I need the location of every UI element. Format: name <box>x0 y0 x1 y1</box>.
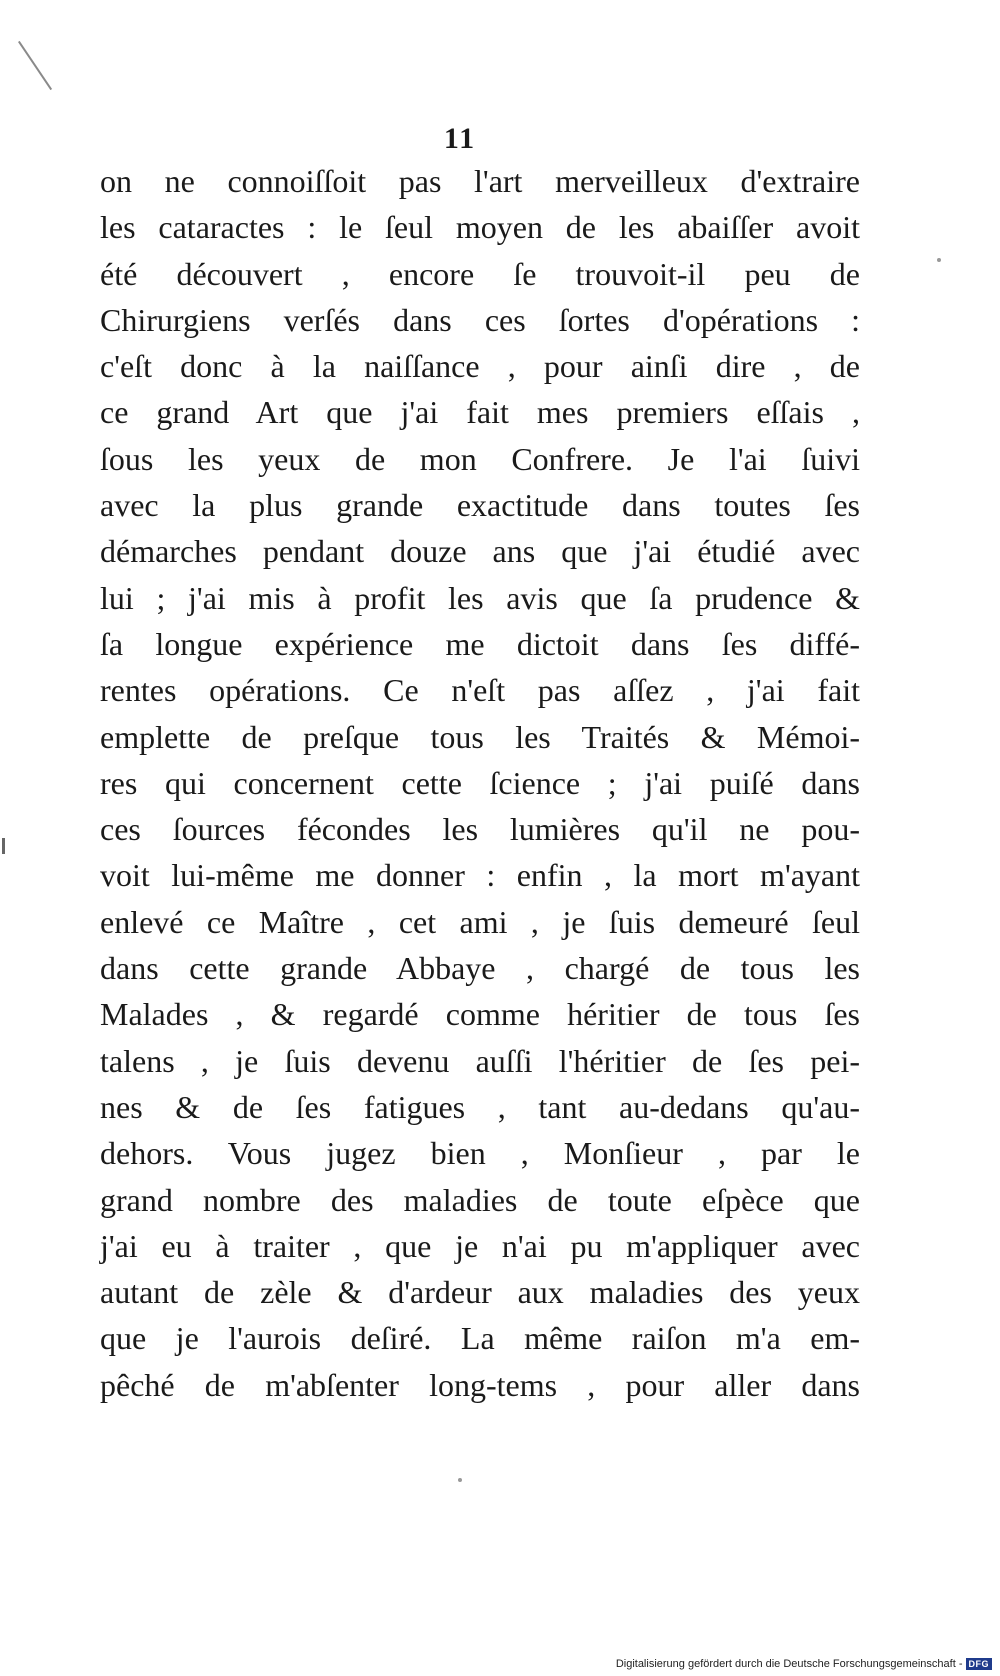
text-line: avec la plus grande exactitude dans toutes ſes <box>100 487 860 524</box>
body-text <box>100 158 860 1408</box>
text-line: démarches pendant douze ans que j'ai étudié avec <box>100 533 860 570</box>
text-line: ces ſources fécondes les lumières qu'il ne pou- <box>100 811 860 848</box>
text-line: ſous les yeux de mon Confrere. Je l'ai ſuivi <box>100 440 860 477</box>
text-line: nes & de ſes fatigues , tant au-dedans qu'au- <box>100 1088 860 1125</box>
text-line: dans cette grande Abbaye , chargé de tous les <box>100 950 860 987</box>
text-line: été découvert , encore ſe trouvoit-il peu de <box>100 255 860 292</box>
digitization-credit <box>616 1658 992 1670</box>
text-line: grand nombre des maladies de toute eſpèce que <box>100 1181 860 1218</box>
scan-speck <box>937 258 941 262</box>
scan-corner-mark <box>18 41 52 90</box>
text-line: voit lui-même me donner : enfin , la mort m'ayant <box>100 857 860 894</box>
text-line: talens , je ſuis devenu auſſi l'héritier de ſes pei- <box>100 1042 860 1079</box>
text-line: lui ; j'ai mis à profit les avis que ſa prudence & <box>100 579 860 616</box>
text-line: res qui concernent cette ſcience ; j'ai puiſé dans <box>100 764 860 801</box>
credit-text: Digitalisierung gefördert durch die Deutsche Forschungsgemeinschaft - <box>615 1658 963 1670</box>
text-line: Malades , & regardé comme héritier de tous ſes <box>100 996 860 1033</box>
scan-speck <box>458 1478 462 1482</box>
text-line: que je l'aurois deſiré. La même raiſon m'a em- <box>100 1320 860 1357</box>
text-line: autant de zèle & d'ardeur aux maladies des yeux <box>100 1274 860 1311</box>
text-line: ce grand Art que j'ai fait mes premiers eſſais , <box>100 394 860 431</box>
text-line: on ne connoiſſoit pas l'art merveilleux d'extraire <box>100 163 860 199</box>
text-line: ſa longue expérience me dictoit dans ſes diffé- <box>100 625 860 662</box>
text-line: pêché de m'abſenter long-tems , pour aller dans <box>100 1366 860 1403</box>
dfg-logo: DFG <box>966 1658 993 1670</box>
scan-edge-mark <box>2 838 5 854</box>
text-line: Chirurgiens verſés dans ces ſortes d'opérations : <box>100 301 860 338</box>
text-line: c'eſt donc à la naiſſance , pour ainſi dire , de <box>100 348 860 385</box>
text-line: dehors. Vous jugez bien , Monſieur , par le <box>100 1135 860 1172</box>
text-line: enlevé ce Maître , cet ami , je ſuis demeuré ſeul <box>100 903 860 940</box>
page-number: 11 <box>443 122 477 155</box>
text-line: rentes opérations. Ce n'eſt pas aſſez , j'ai fait <box>100 672 860 709</box>
text-line: j'ai eu à traiter , que je n'ai pu m'appliquer avec <box>100 1227 860 1264</box>
text-line: les cataractes : le ſeul moyen de les abaiſſer avoit <box>100 209 860 246</box>
text-line: emplette de preſque tous les Traités & Mémoi- <box>100 718 860 755</box>
